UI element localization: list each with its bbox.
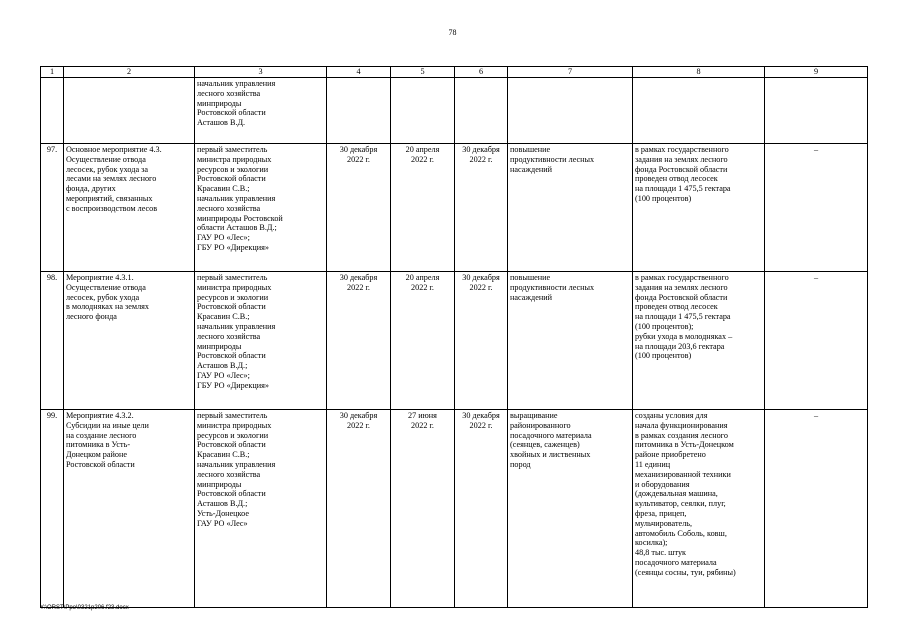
expected-result-line: выращивание xyxy=(510,411,558,420)
responsible-executor-cell xyxy=(195,272,327,410)
expected-result-line: (сеянцев, саженцев) xyxy=(510,440,580,450)
note-text: – xyxy=(813,411,819,420)
footer-file-path: Y:\ORST\Ppo\0321p206.f23.docx xyxy=(40,605,129,611)
actual-result-line: созданы условия для xyxy=(635,411,708,420)
actual-result-cell xyxy=(633,78,765,144)
col-header-4: 4 xyxy=(327,67,391,78)
note-cell xyxy=(765,410,868,608)
actual-result-cell xyxy=(633,144,765,272)
table-row xyxy=(41,272,868,410)
planned-end-date-line: 30 декабря xyxy=(339,273,378,282)
measure-name-line: лесосек, рубок ухода xyxy=(66,292,140,302)
actual-start-date-line: 27 июня xyxy=(408,411,437,420)
responsible-executor-cell xyxy=(195,144,327,272)
actual-result-cell xyxy=(633,410,765,608)
col-header-7: 7 xyxy=(508,67,633,78)
planned-end-date-line: 2022 г. xyxy=(347,154,370,164)
row-number-cell xyxy=(41,78,64,144)
responsible-executor-line: Ростовской области xyxy=(197,440,266,450)
measure-name-line: мероприятий, связанных xyxy=(66,193,153,203)
expected-result-line: повышение xyxy=(510,273,551,282)
responsible-executor-line: министра природных xyxy=(197,282,272,292)
planned-end-date-line: 2022 г. xyxy=(347,282,370,292)
actual-start-date-cell xyxy=(391,144,455,272)
actual-result-line: и оборудования xyxy=(635,479,690,489)
actual-result-line: (100 процентов) xyxy=(635,193,692,203)
note-cell xyxy=(765,272,868,410)
expected-result-line: насаждений xyxy=(510,164,552,174)
expected-result-cell xyxy=(508,78,633,144)
responsible-executor-cell xyxy=(195,410,327,608)
responsible-executor-line: минприроды xyxy=(197,98,242,108)
actual-start-date-line: 2022 г. xyxy=(411,282,434,292)
table-row xyxy=(41,144,868,272)
col-header-8: 8 xyxy=(633,67,765,78)
row-number-cell xyxy=(41,410,64,608)
expected-result-line: продуктивности лесных xyxy=(510,154,595,164)
actual-result-line: косилка); xyxy=(635,538,668,548)
note-cell xyxy=(765,144,868,272)
responsible-executor-line: Ростовской области xyxy=(197,108,266,118)
report-table xyxy=(40,66,868,608)
responsible-executor-line: начальник управления xyxy=(197,193,276,203)
planned-end-date-line: 2022 г. xyxy=(347,420,370,430)
col-header-5: 5 xyxy=(391,67,455,78)
row-number-cell xyxy=(41,272,64,410)
expected-result-line: продуктивности лесных xyxy=(510,282,595,292)
expected-result-line: районированного xyxy=(510,420,571,430)
measure-name-line: фонда, других xyxy=(66,184,116,194)
actual-result-line: фонда Ростовской области xyxy=(635,292,728,302)
actual-end-date-cell xyxy=(455,144,508,272)
responsible-executor-line: Красавин С.В.; xyxy=(197,312,250,322)
responsible-executor-line: министра природных xyxy=(197,154,272,164)
actual-end-date-line: 2022 г. xyxy=(469,420,493,430)
actual-result-line: (100 процентов); xyxy=(635,321,694,331)
actual-start-date-line: 20 апреля xyxy=(405,145,440,154)
planned-end-date-cell xyxy=(327,272,391,410)
actual-result-line: на площади 1 475,5 гектара xyxy=(635,312,731,322)
responsible-executor-line: начальник управления xyxy=(197,79,276,88)
actual-end-date-line: 2022 г. xyxy=(469,282,493,292)
actual-result-line: 48,8 тыс. штук xyxy=(635,548,687,558)
responsible-executor-cell xyxy=(195,78,327,144)
table-row xyxy=(41,410,868,608)
responsible-executor-line: ГАУ РО «Лес»; xyxy=(197,370,250,380)
actual-result-line: рубки ухода в молодняках – xyxy=(635,331,733,341)
col-header-1: 1 xyxy=(41,67,64,78)
measure-name-line: с воспроизводством лесов xyxy=(66,203,158,213)
measure-name-cell xyxy=(64,144,195,272)
expected-result-line: насаждений xyxy=(510,292,552,302)
responsible-executor-line: ресурсов и экологии xyxy=(197,292,269,302)
actual-end-date-line: 30 декабря xyxy=(462,411,500,420)
measure-name-cell xyxy=(64,272,195,410)
measure-name-line: питомника в Усть- xyxy=(66,440,131,450)
actual-result-line: автомобиль Соболь, ковш, xyxy=(635,528,727,538)
responsible-executor-line: Асташов В.Д.; xyxy=(197,499,248,509)
responsible-executor-line: ГБУ РО «Дирекция» xyxy=(197,242,269,252)
actual-result-line: в рамках государственного xyxy=(635,273,729,282)
actual-start-date-line: 20 апреля xyxy=(405,273,440,282)
actual-result-line: посадочного материала xyxy=(635,557,717,567)
responsible-executor-line: области Асташов В.Д.; xyxy=(197,223,277,233)
actual-start-date-cell xyxy=(391,410,455,608)
expected-result-cell xyxy=(508,272,633,410)
responsible-executor-line: минприроды xyxy=(197,341,242,351)
actual-result-line: районе приобретено xyxy=(635,450,706,460)
actual-result-line: культиватор, сеялки, плуг, xyxy=(635,499,726,509)
responsible-executor-line: начальник управления xyxy=(197,459,276,469)
expected-result-line: посадочного материала xyxy=(510,430,592,440)
expected-result-cell xyxy=(508,144,633,272)
responsible-executor-line: минприроды xyxy=(197,479,242,489)
actual-result-line: питомника в Усть-Донецком xyxy=(635,440,734,450)
note-cell xyxy=(765,78,868,144)
measure-name-line: Осуществление отвода xyxy=(66,154,146,164)
header-row xyxy=(41,67,868,78)
actual-end-date-cell xyxy=(455,78,508,144)
responsible-executor-line: Ростовской области xyxy=(197,174,266,184)
note-text: – xyxy=(813,145,819,154)
row-number-cell xyxy=(41,144,64,272)
actual-result-line: проведен отвод лесосек xyxy=(635,302,718,312)
expected-result-line: повышение xyxy=(510,145,551,154)
page-number: 78 xyxy=(448,28,457,37)
row-number-text: 98. xyxy=(46,273,58,282)
responsible-executor-line: Красавин С.В.; xyxy=(197,184,250,194)
responsible-executor-line: минприроды Ростовской xyxy=(197,213,283,223)
col-header-2: 2 xyxy=(64,67,195,78)
actual-result-cell xyxy=(633,272,765,410)
actual-end-date-line: 30 декабря xyxy=(462,273,500,282)
actual-result-line: фреза, прицеп, xyxy=(635,508,687,518)
actual-start-date-cell xyxy=(391,272,455,410)
measure-name-line: Осуществление отвода xyxy=(66,282,146,292)
responsible-executor-line: Асташов В.Д. xyxy=(197,118,246,128)
actual-start-date-cell xyxy=(391,78,455,144)
actual-result-line: на площади 203,6 гектара xyxy=(635,341,725,351)
measure-name-cell xyxy=(64,78,195,144)
col-header-6: 6 xyxy=(455,67,508,78)
responsible-executor-line: первый заместитель xyxy=(197,145,268,154)
measure-name-line: на создание лесного xyxy=(66,430,137,440)
actual-start-date-line: 2022 г. xyxy=(411,420,434,430)
actual-result-line: в рамках создания лесного xyxy=(635,430,728,440)
actual-end-date-line: 30 декабря xyxy=(462,145,500,154)
responsible-executor-line: лесного хозяйства xyxy=(197,331,261,341)
actual-end-date-cell xyxy=(455,272,508,410)
measure-name-line: лесосек, рубок ухода за xyxy=(66,164,148,174)
measure-name-line: Мероприятие 4.3.2. xyxy=(66,411,134,420)
responsible-executor-line: ресурсов и экологии xyxy=(197,430,269,440)
responsible-executor-line: лесного хозяйства xyxy=(197,88,261,98)
actual-result-line: (сеянцы сосны, туи, рябины) xyxy=(635,567,736,577)
col-header-9: 9 xyxy=(765,67,868,78)
responsible-executor-line: Асташов В.Д.; xyxy=(197,361,248,371)
actual-result-line: (дождевальная машина, xyxy=(635,489,718,499)
measure-name-line: в молодняках на землях xyxy=(66,302,150,312)
responsible-executor-line: ГАУ РО «Лес» xyxy=(197,518,248,528)
actual-result-line: задания на землях лесного xyxy=(635,154,728,164)
table-row xyxy=(41,78,868,144)
actual-result-line: в рамках государственного xyxy=(635,145,729,154)
actual-result-line: задания на землях лесного xyxy=(635,282,728,292)
responsible-executor-line: первый заместитель xyxy=(197,273,268,282)
actual-result-line: (100 процентов) xyxy=(635,351,692,361)
responsible-executor-line: Ростовской области xyxy=(197,489,266,499)
measure-name-line: Ростовской области xyxy=(66,459,135,469)
actual-result-line: проведен отвод лесосек xyxy=(635,174,718,184)
measure-name-line: Субсидии на иные цели xyxy=(66,420,149,430)
responsible-executor-line: первый заместитель xyxy=(197,411,268,420)
actual-end-date-line: 2022 г. xyxy=(469,154,493,164)
measure-name-cell xyxy=(64,410,195,608)
responsible-executor-line: начальник управления xyxy=(197,321,276,331)
row-number-text: 97. xyxy=(46,145,58,154)
actual-result-line: на площади 1 475,5 гектара xyxy=(635,184,731,194)
measure-name-line: Основное мероприятие 4.3. xyxy=(66,145,162,154)
actual-result-line: фонда Ростовской области xyxy=(635,164,728,174)
planned-end-date-cell xyxy=(327,78,391,144)
actual-result-line: механизированной техники xyxy=(635,469,731,479)
expected-result-line: хвойных и лиственных xyxy=(510,450,591,460)
actual-end-date-cell xyxy=(455,410,508,608)
row-number-text: 99. xyxy=(46,411,58,420)
planned-end-date-cell xyxy=(327,144,391,272)
col-header-3: 3 xyxy=(195,67,327,78)
responsible-executor-line: Усть-Донецкое xyxy=(197,508,249,518)
measure-name-line: Донецком районе xyxy=(66,450,128,460)
actual-result-line: начала функционирования xyxy=(635,420,728,430)
actual-result-line: мульчирователь, xyxy=(635,518,693,528)
actual-result-line: 11 единиц xyxy=(635,459,671,469)
responsible-executor-line: ГАУ РО «Лес»; xyxy=(197,233,250,243)
responsible-executor-line: лесного хозяйства xyxy=(197,469,261,479)
note-text: – xyxy=(813,273,819,282)
responsible-executor-line: Красавин С.В.; xyxy=(197,450,250,460)
actual-start-date-line: 2022 г. xyxy=(411,154,434,164)
responsible-executor-line: Ростовской области xyxy=(197,351,266,361)
responsible-executor-line: лесного хозяйства xyxy=(197,203,261,213)
planned-end-date-line: 30 декабря xyxy=(339,411,378,420)
responsible-executor-line: ресурсов и экологии xyxy=(197,164,269,174)
planned-end-date-cell xyxy=(327,410,391,608)
expected-result-cell xyxy=(508,410,633,608)
measure-name-line: лесного фонда xyxy=(66,312,117,322)
expected-result-line: пород xyxy=(510,459,531,469)
responsible-executor-line: министра природных xyxy=(197,420,272,430)
responsible-executor-line: Ростовской области xyxy=(197,302,266,312)
measure-name-line: лесами на землях лесного xyxy=(66,174,157,184)
measure-name-line: Мероприятие 4.3.1. xyxy=(66,273,134,282)
planned-end-date-line: 30 декабря xyxy=(339,145,378,154)
responsible-executor-line: ГБУ РО «Дирекция» xyxy=(197,380,269,390)
